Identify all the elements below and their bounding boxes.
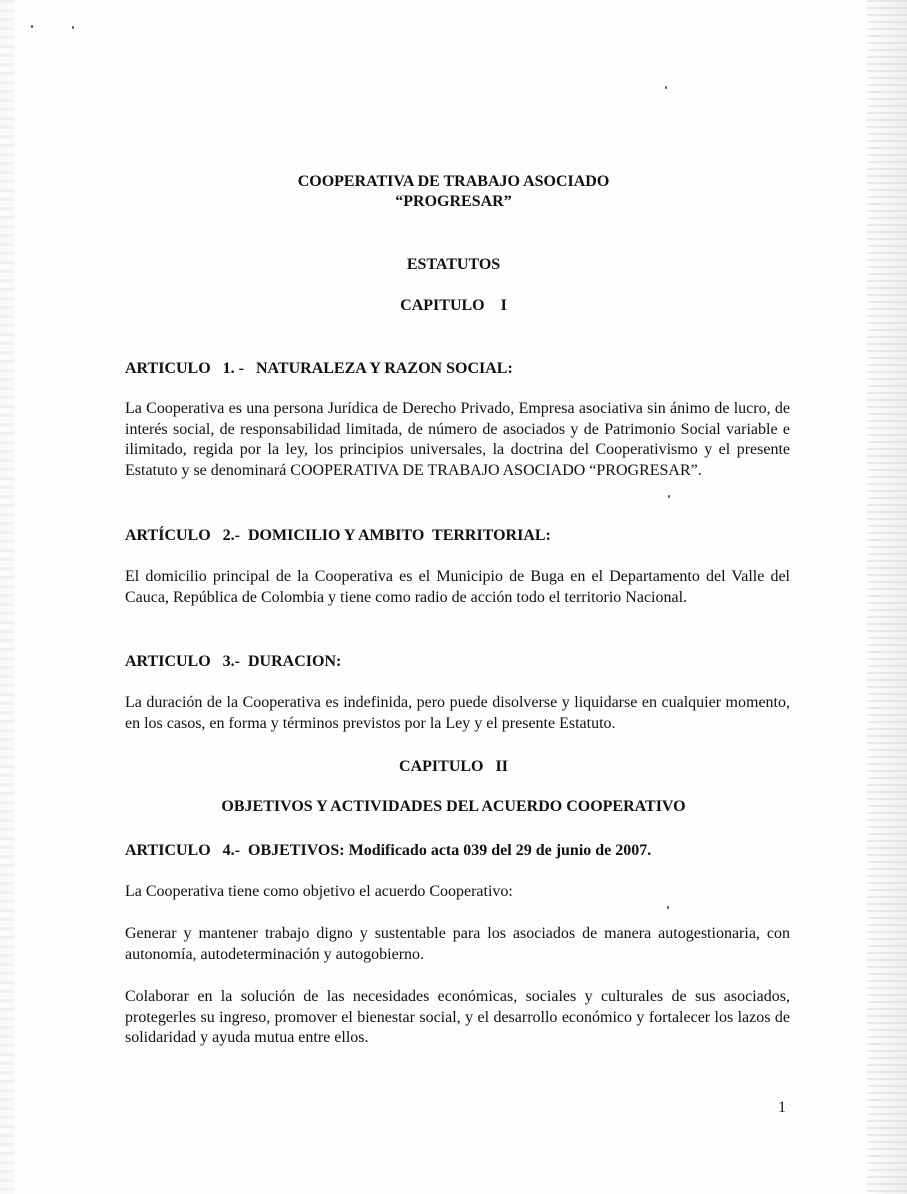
estatutos-heading: ESTATUTOS <box>406 256 501 273</box>
article-4-paragraph-2: Colaborar en la solución de las necesidades económicas, sociales y culturales de sus asociados, protegerles su ingreso, promover el bienestar social, y el desarrollo económico y fortalecer los lazos de solidaridad y ayuda mutua entre ellos. <box>125 988 790 1046</box>
article-1-heading: ARTICULO 1. - NATURALEZA Y RAZON SOCIAL: <box>125 360 513 377</box>
document-title-line-1: COOPERATIVA DE TRABAJO ASOCIADO <box>297 173 610 190</box>
document-title-line-2: “PROGRESAR” <box>395 193 512 210</box>
article-1-body: La Cooperativa es una persona Jurídica de Derecho Privado, Empresa asociativa sin ánimo de lucro, de interés social, de responsabilidad limitada, de número de asociados y de Patrimonio Social variable e ilimitado, regida por la ley, los principios universales, la doctrina del Cooperativismo y el presente Estatuto y se denominará COOPERATIVA DE TRABAJO ASOCIADO “PROGRESAR”. <box>125 400 790 479</box>
article-3-body: La duración de la Cooperativa es indefinida, pero puede disolverse y liquidarse en cualquier momento, en los casos, en forma y términos previstos por la Ley y el presente Estatuto. <box>125 694 790 732</box>
article-4-intro: La Cooperativa tiene como objetivo el acuerdo Cooperativo: <box>125 883 513 900</box>
article-2-body: El domicilio principal de la Cooperativa es el Municipio de Buga en el Departamento del Valle del Cauca, República de Colombia y tiene como radio de acción todo el territorio Nacional. <box>125 568 790 606</box>
chapter-2-title: OBJETIVOS Y ACTIVIDADES DEL ACUERDO COOPERATIVO <box>221 798 686 815</box>
chapter-1-heading: CAPITULO I <box>400 297 507 314</box>
article-3-heading: ARTICULO 3.- DURACION: <box>125 653 342 670</box>
article-2-heading: ARTÍCULO 2.- DOMICILIO Y AMBITO TERRITORIAL: <box>125 527 551 544</box>
article-4-heading: ARTICULO 4.- OBJETIVOS: Modificado acta 039 del 29 de junio de 2007. <box>125 842 652 859</box>
article-4-paragraph-1: Generar y mantener trabajo digno y sustentable para los asociados de manera autogestionaria, con autonomía, autodeterminación y autogobierno. <box>125 925 790 963</box>
page-number: 1 <box>778 1099 786 1116</box>
chapter-2-heading: CAPITULO II <box>399 758 508 775</box>
